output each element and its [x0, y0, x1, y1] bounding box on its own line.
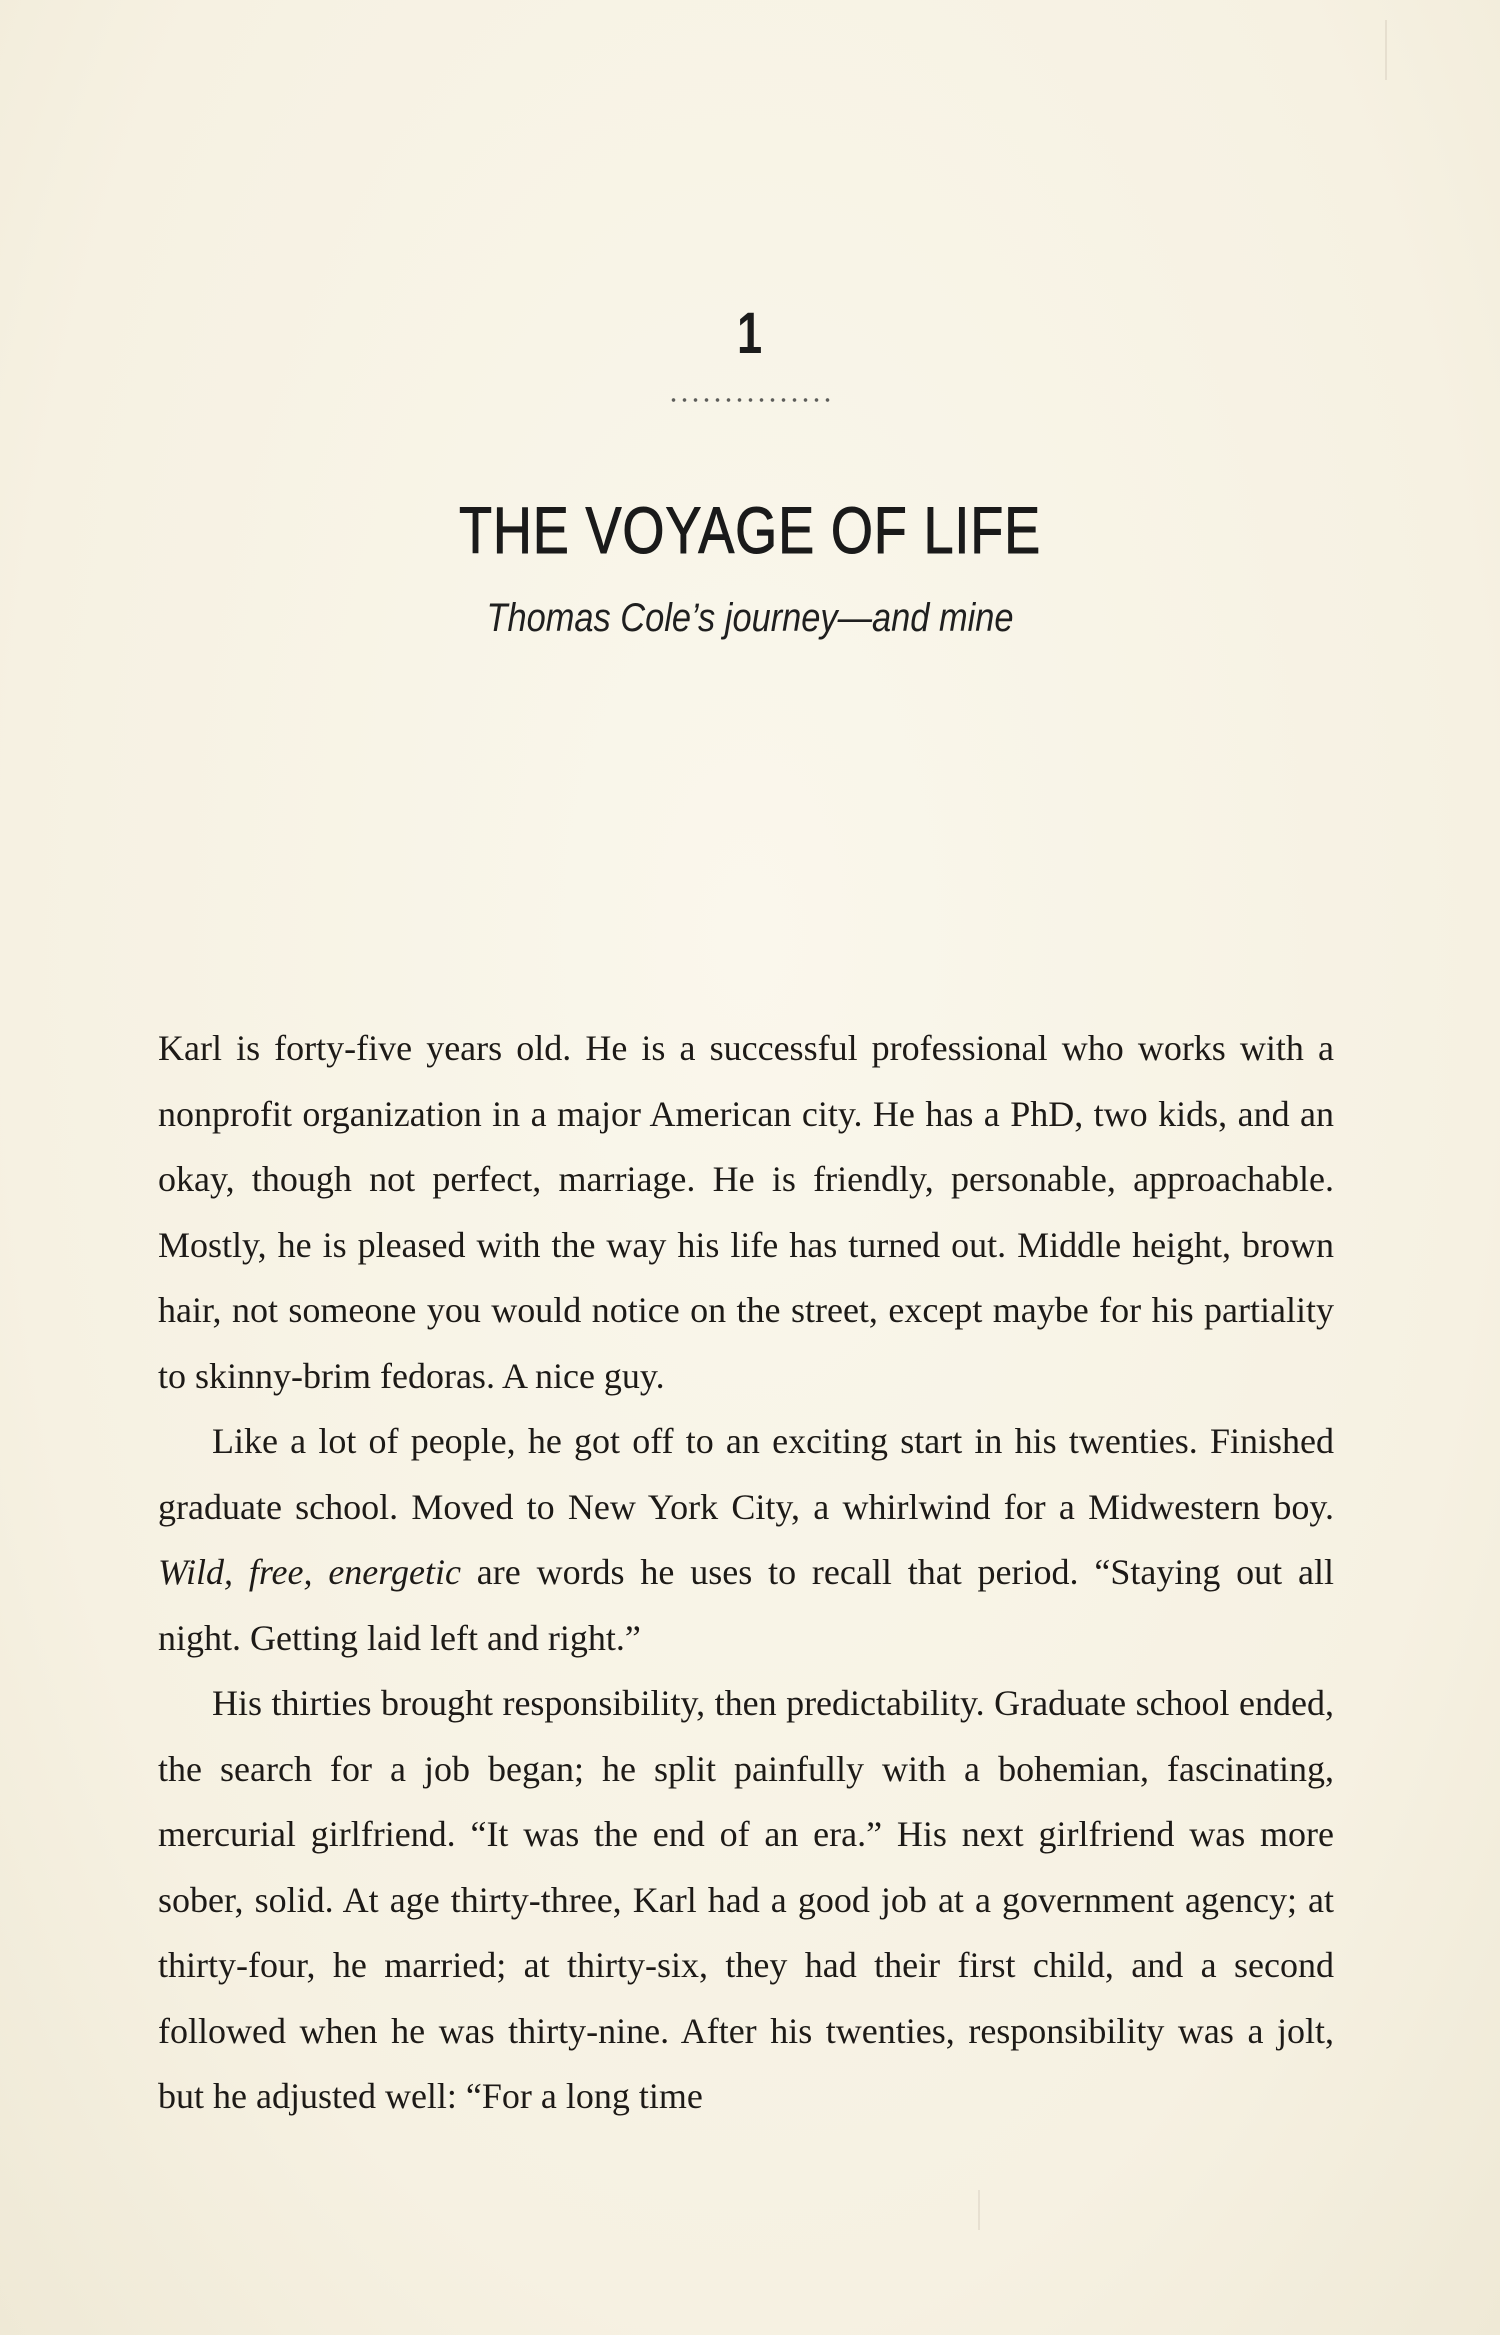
paper-crease — [1385, 20, 1387, 80]
paragraph-3: His thirties brought responsibility, then predictability. Graduate school ended, the search for a job began; he split painfully with a bohemian, fascinating, mercurial girlfriend. “It was the end of an era.” His next girlfriend was more sober, solid. At age thirty-three, Karl had a good job at a government agency; at thirty-four, he married; at thirty-six, they had their first child, and a second followed when he was thirty-nine. After his twenties, responsibility was a jolt, but he adjusted well: “For a long time — [158, 1683, 1334, 2116]
body-text — [158, 1016, 1334, 2130]
paragraph-1: Karl is forty-five years old. He is a successful professional who works with a nonprofit organization in a major American city. He has a PhD, two kids, and an okay, though not perfect, marriage. He is friendly, personable, approachable. Mostly, he is pleased with the way his life has turned out. Middle height, brown hair, not someone you would notice on the street, except maybe for his partiality to skinny-brim fedoras. A nice guy. — [158, 1028, 1334, 1396]
dotted-ornament — [668, 396, 832, 404]
paragraph-2 — [158, 1409, 1334, 1671]
paper-crease — [978, 2190, 980, 2230]
paragraph-2-tail: are words he uses to recall that period. “Staying out all night. Getting laid left and right.” — [158, 1552, 1335, 1658]
chapter-subtitle: Thomas Cole’s journey—and mine — [486, 596, 1014, 640]
chapter-number: 1 — [737, 301, 763, 366]
paragraph-2-lead: Like a lot of people, he got off to an exciting start in his twenties. Finished graduate school. Moved to New York City, a whirlwind for a Midwestern boy. — [158, 1421, 1334, 1527]
paragraph-2-emphasis: Wild, free, energetic — [158, 1552, 461, 1592]
chapter-title: THE VOYAGE OF LIFE — [458, 493, 1042, 567]
